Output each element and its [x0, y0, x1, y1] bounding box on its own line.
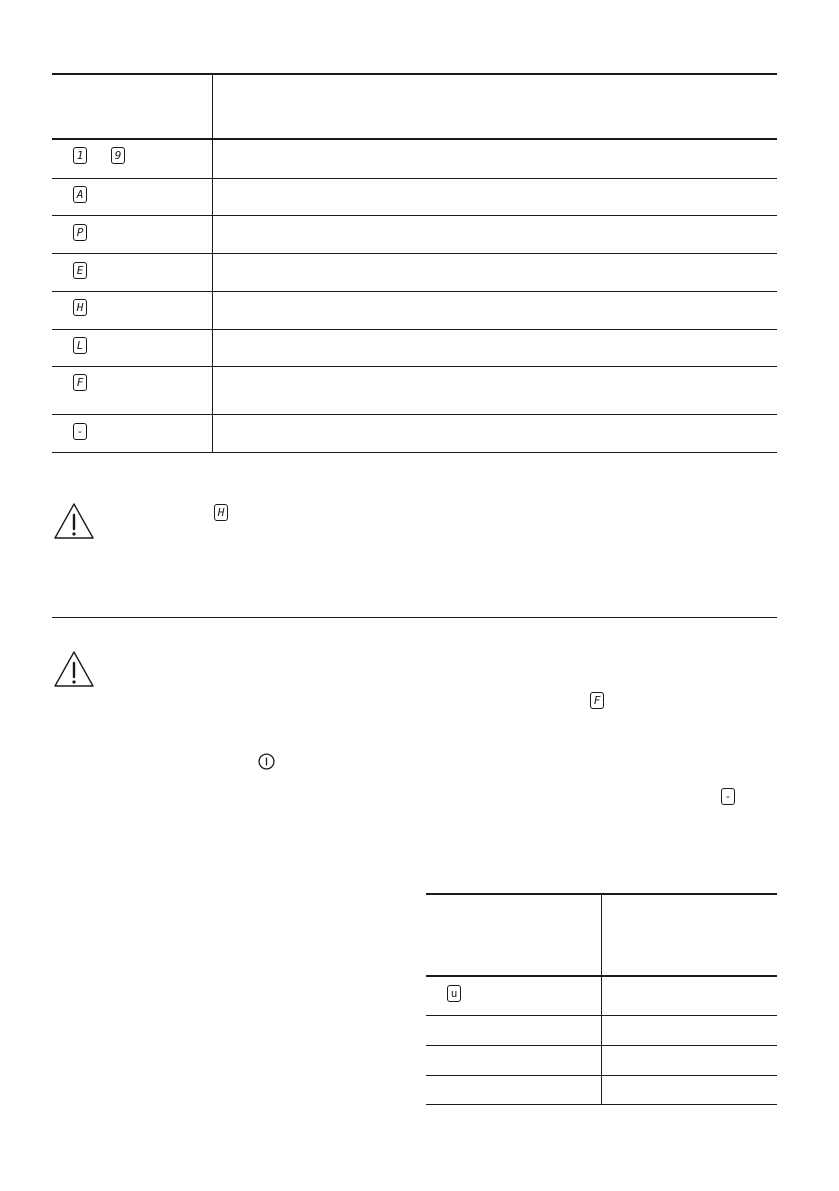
table-top-rule — [52, 73, 777, 75]
table-row-divider — [52, 291, 777, 292]
symbol-1: 1 — [73, 147, 87, 164]
table-row-divider — [52, 414, 777, 415]
table-bottom-rule — [52, 452, 777, 453]
symbol-h: H — [73, 299, 87, 316]
table-row-divider — [52, 253, 777, 254]
symbol-f: F — [73, 374, 87, 391]
power-icon — [258, 753, 275, 770]
symbol-l: L — [73, 337, 87, 354]
table-column-divider — [212, 74, 213, 452]
table-row-divider — [52, 178, 777, 179]
symbol-f: F — [590, 692, 604, 709]
symbol-9: 9 — [111, 147, 125, 164]
symbol-u: u — [447, 985, 461, 1002]
symbol-h: H — [214, 504, 228, 521]
warning-triangle-icon — [53, 502, 95, 540]
symbol-p: P — [73, 224, 87, 241]
symbol-e: E — [73, 262, 87, 279]
warning-triangle-icon — [53, 650, 95, 688]
table-bottom-rule — [426, 1104, 777, 1105]
table-column-divider — [601, 894, 602, 1104]
table-row-divider — [52, 366, 777, 367]
table-row-divider — [52, 215, 777, 216]
table-row-divider — [52, 329, 777, 330]
symbol-dash: - — [73, 423, 87, 440]
section-divider — [52, 617, 777, 618]
symbol-dash: - — [721, 788, 735, 805]
table-header-rule — [52, 138, 777, 140]
symbol-a: A — [73, 186, 87, 203]
